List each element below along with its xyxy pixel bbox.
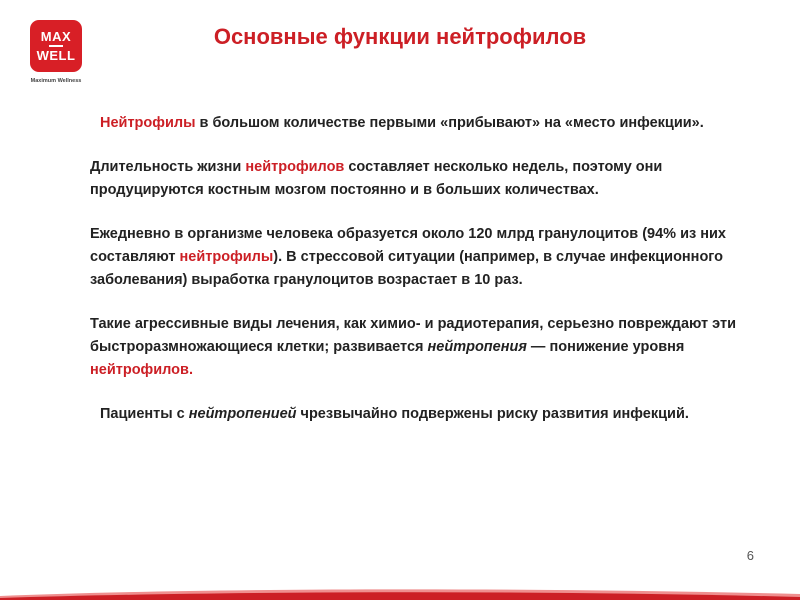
footer-swoosh <box>0 586 800 600</box>
highlight-term: нейтрофилы <box>179 249 274 265</box>
highlight-term: Нейтрофилы <box>100 115 196 131</box>
text-segment: в большом количестве первыми «прибывают» на «место инфекции». <box>195 115 704 131</box>
emphasis-term: нейтропенией <box>188 406 297 422</box>
highlight-term: нейтрофилов <box>245 159 345 175</box>
slide-title: Основные функции нейтрофилов <box>213 24 587 49</box>
paragraph-lifespan <box>90 156 755 202</box>
logo-tagline: Maximum Wellness <box>30 78 82 84</box>
text-segment: Длительность жизни <box>90 159 246 175</box>
paragraph-first-responders <box>90 112 755 135</box>
highlight-term: нейтрофилов. <box>90 362 193 378</box>
emphasis-term: нейтропения <box>427 339 527 355</box>
paragraph-infection-risk <box>90 403 755 426</box>
text-segment: Ежедневно в организме человека образуется около 120 млрд гранулоцитов (94% из них составляют <box>90 226 726 265</box>
text-segment: чрезвычайно подвержены риску развития инфекций. <box>296 406 689 422</box>
text-segment: Пациенты с <box>100 406 189 422</box>
page-number: 6 <box>746 548 754 563</box>
logo-text-well: WELL <box>36 48 76 63</box>
slide-body <box>90 112 755 447</box>
paragraph-daily-production <box>90 223 755 292</box>
logo-text-max: MAX <box>40 29 72 44</box>
text-segment: — понижение уровня <box>526 339 685 355</box>
paragraph-therapy-neutropenia <box>90 313 755 382</box>
text-segment: ). В стрессовой ситуации (например, в случае инфекционного заболевания) выработка гранулоцитов возрастает в 10 раз. <box>90 249 724 288</box>
text-segment: составляет несколько недель, поэтому они продуцируются костным мозгом постоянно и в больших количествах. <box>90 159 663 198</box>
text-segment: Такие агрессивные виды лечения, как химио- и радиотерапия, серьезно повреждают эти быстроразмножающиеся клетки; развивается <box>90 316 736 355</box>
